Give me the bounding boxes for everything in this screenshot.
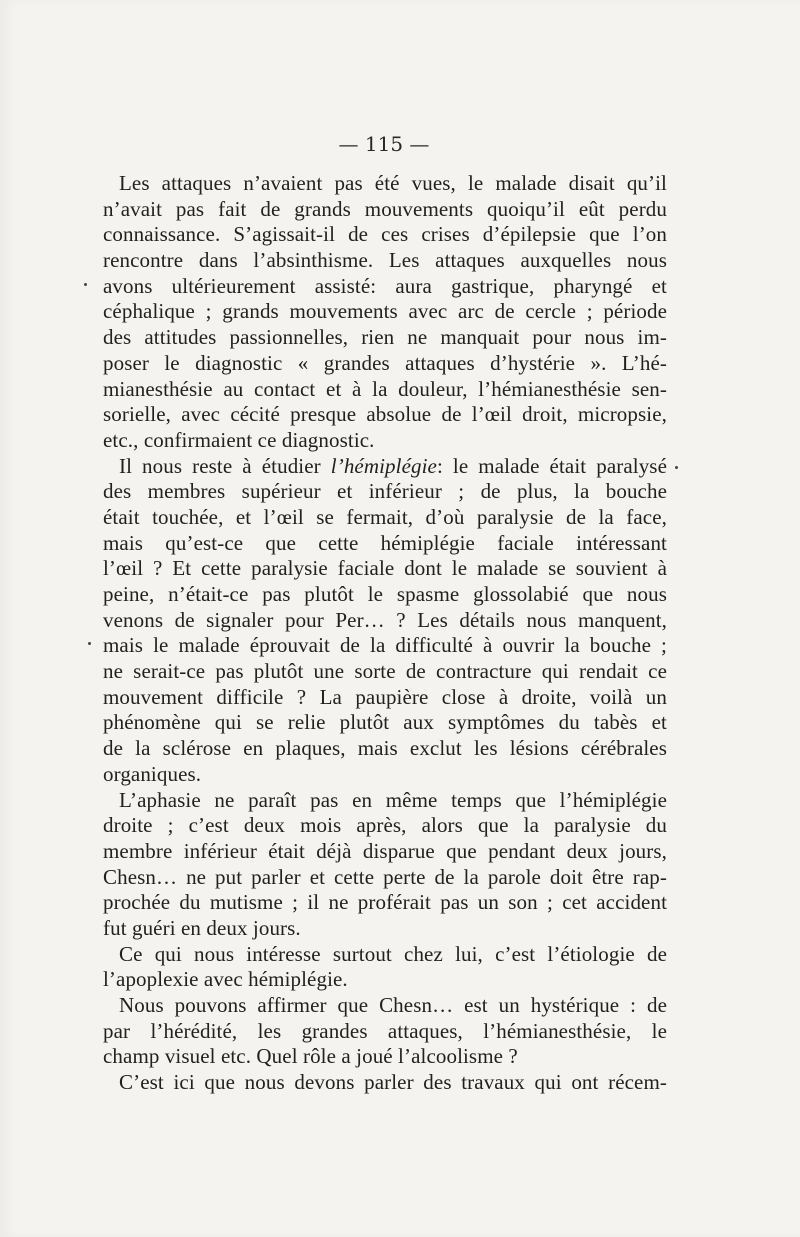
text-line: céphalique ; grands mouvements avec arc de cercle ; période (103, 299, 667, 324)
text-line: mianesthésie au contact et à la douleur, l’hémianesthésie sen- (103, 376, 667, 401)
text-line: l’œil ? Et cette paralysie faciale dont le malade se souvient à (103, 556, 667, 581)
paragraph-1 (103, 171, 667, 454)
text-run: Il nous reste à étudier (119, 453, 331, 478)
text-line: venons de signaler pour Per… ? Les détails nous manquent, (103, 607, 667, 632)
text-line: mouvement difficile ? La paupière close à droite, voilà un (103, 684, 667, 709)
text-line: peine, n’était-ce pas plutôt le spasme glossolabié que nous (103, 582, 667, 606)
ink-speck (84, 283, 87, 286)
text-line: etc., confirmaient ce diagnostic. (103, 427, 375, 452)
text-line: phénomène qui se relie plutôt aux symptômes du tabès et (103, 710, 667, 735)
text-line: organiques. (103, 761, 202, 786)
text-line: mais qu’est-ce que cette hémiplégie faciale intéressant (103, 530, 667, 555)
text-line: de la sclérose en plaques, mais exclut les lésions cérébrales (103, 736, 667, 761)
ink-speck (88, 642, 91, 645)
text-line: C’est ici que nous devons parler des travaux qui ont récem- (119, 1070, 667, 1095)
paragraph-3 (103, 788, 667, 942)
italic-term: l’hémiplégie (330, 453, 437, 478)
text-run: : le malade était (436, 453, 597, 478)
text-line: droite ; c’est deux mois après, alors que la paralysie du (103, 813, 667, 838)
text-line: connaissance. S’agissait-il de ces crises d’épilepsie que l’on (103, 222, 667, 247)
text-run: paralysé (596, 453, 667, 478)
text-line: Les attaques n’avaient pas été vues, le malade disait qu’il (119, 171, 667, 195)
text-line: des attitudes passionnelles, rien ne manquait pour nous im- (103, 325, 667, 350)
text-line: ne serait-ce pas plutôt une sorte de contracture qui rendait ce (103, 659, 667, 684)
text-line: rencontre dans l’absinthisme. Les attaques auxquelles nous (103, 248, 667, 273)
text-line: Nous pouvons affirmer que Chesn… est un hystérique : de (119, 993, 667, 1017)
body-text (103, 171, 667, 1096)
paragraph-5 (103, 993, 667, 1070)
text-line: prochée du mutisme ; il ne proférait pas un son ; cet accident (103, 890, 667, 915)
text-line: Chesn… ne put parler et cette perte de la parole doit être rap- (103, 864, 667, 889)
text-line: poser le diagnostic « grandes attaques d’hystérie ». L’hé- (103, 350, 667, 375)
text-line: des membres supérieur et inférieur ; de plus, la bouche (103, 479, 667, 504)
ink-speck (675, 466, 678, 469)
text-line: sorielle, avec cécité presque absolue de l’œil droit, micropsie, (103, 402, 667, 427)
text-line: était touchée, et l’œil se fermait, d’où paralysie de la face, (103, 504, 667, 529)
text-line: Ce qui nous intéresse surtout chez lui, c’est l’étiologie de (119, 941, 667, 966)
text-line: champ visuel etc. Quel rôle a joué l’alcoolisme ? (103, 1044, 518, 1069)
page-number: — 115 — (338, 132, 430, 156)
text-line: n’avait pas fait de grands mouvements quoiqu’il eût perdu (103, 196, 667, 221)
text-line: avons ultérieurement assisté: aura gastrique, pharyngé et (103, 273, 667, 298)
text-line: fut guéri en deux jours. (103, 915, 301, 940)
text-line (103, 454, 667, 480)
text-line: mais le malade éprouvait de la difficulté à ouvrir la bouche ; (103, 633, 667, 658)
text-line: l’apoplexie avec hémiplégie. (103, 967, 348, 992)
paragraph-6 (103, 1070, 667, 1096)
paragraph-4 (103, 942, 667, 993)
text-line: par l’hérédité, les grandes attaques, l’hémianesthésie, le (103, 1018, 667, 1043)
text-line: membre inférieur était déjà disparue que pendant deux jours, (103, 838, 667, 863)
text-line: L’aphasie ne paraît pas en même temps que l’hémiplégie (119, 787, 667, 812)
paragraph-2 (103, 454, 667, 788)
